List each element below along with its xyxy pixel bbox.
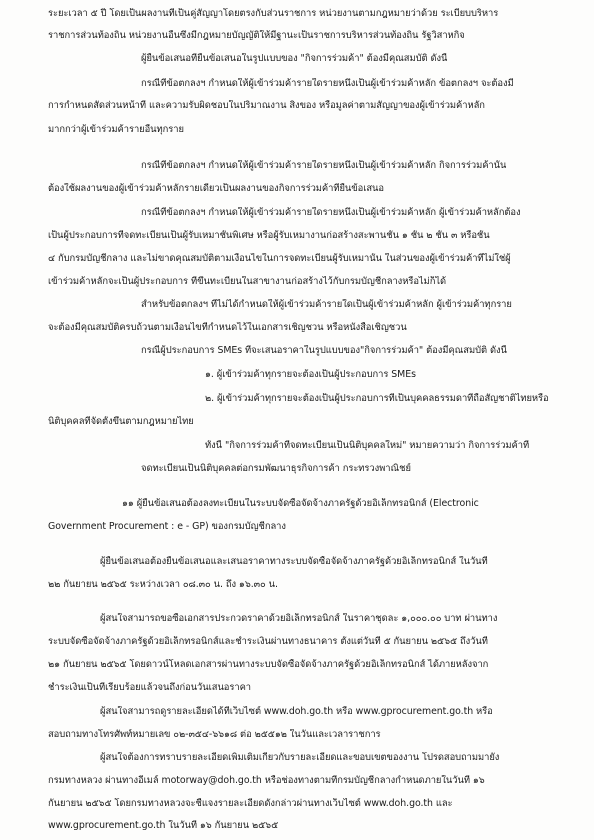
text-line: จะต้องมีคุณสมบัติครบถ้วนตามเงื่อนไขที่กำหนดไว้ในเอกสารเชิญชวน หรือหนังสือเชิญชวน	[48, 322, 407, 333]
text-line: Government Procurement : e - GP) ของกรมบัญชีกลาง	[48, 521, 286, 532]
text-line: มากกว่าผู้เข้าร่วมค้ารายอื่นทุกราย	[48, 124, 184, 135]
text-line: การกำหนดสัดส่วนหน้าที่ และความรับผิดชอบในปริมาณงาน สิ่งของ หรือมูลค่าตามสัญญาของผู้เข้าร่วมค้าหลัก	[48, 100, 485, 111]
text-line: จดทะเบียนเป็นนิติบุคคลต่อกรมพัฒนาธุรกิจการค้า กระทรวงพาณิชย์	[141, 463, 411, 474]
text-line: ๒๒ กันยายน ๒๕๖๕ ระหว่างเวลา ๐๘.๓๐ น. ถึง ๑๖.๓๐ น.	[48, 579, 278, 590]
text-line: ๑. ผู้เข้าร่วมค้าทุกรายจะต้องเป็นผู้ประกอบการ SMEs	[205, 369, 416, 380]
text-line: กรณีที่ข้อตกลงฯ กำหนดให้ผู้เข้าร่วมค้ารายใดรายหนึ่งเป็นผู้เข้าร่วมค้าหลัก ข้อตกลงฯ จะต้องมี	[141, 78, 514, 89]
text-line: ระยะเวลา ๕ ปี โดยเป็นผลงานที่เป็นคู่สัญญาโดยตรงกับส่วนราชการ หน่วยงานตามกฎหมายว่าด้วย ระเบียบบริหาร	[48, 8, 499, 19]
text-line: สอบถามทางโทรศัพท์หมายเลข ๐๒-๓๕๔-๖๖๑๘ ต่อ ๒๕๕๑๒ ในวันและเวลาราชการ	[48, 729, 381, 740]
text-line: ต้องใช้ผลงานของผู้เข้าร่วมค้าหลักรายเดียวเป็นผลงานของกิจการร่วมค้าที่ยื่นข้อเสนอ	[48, 183, 384, 194]
text-line: ทั้งนี้ "กิจการร่วมค้าที่จดทะเบียนเป็นนิติบุคคลใหม่" หมายความว่า กิจการร่วมค้าที่	[205, 440, 530, 451]
text-line: ชำระเงินเป็นที่เรียบร้อยแล้วจนถึงก่อนวันเสนอราคา	[48, 682, 252, 693]
text-line: ผู้สนใจต้องการทราบรายละเอียดเพิ่มเติมเกี่ยวกับรายละเอียดและขอบเขตของงาน โปรดสอบถามมายัง	[100, 752, 500, 763]
text-line: เข้าร่วมค้าหลักจะเป็นผู้ประกอบการ ที่ขึ้นทะเบียนในสาขางานก่อสร้างไว้กับกรมบัญชีกลางหรือไม่ก็ได้	[48, 276, 447, 287]
text-line: กรมทางหลวง ผ่านทางอีเมล์ motorway@doh.go.th หรือช่องทางตามที่กรมบัญชีกลางกำหนดภายในวันที่ ๑๖	[48, 775, 485, 786]
text-line: สำหรับข้อตกลงฯ ที่ไม่ได้กำหนดให้ผู้เข้าร่วมค้ารายใดเป็นผู้เข้าร่วมค้าหลัก ผู้เข้าร่วมค้าทุกราย	[141, 299, 512, 310]
text-line: นิติบุคคลที่จัดตั้งขึ้นตามกฎหมายไทย	[48, 416, 194, 427]
text-line: ๒๑ กันยายน ๒๕๖๕ โดยดาวน์โหลดเอกสารผ่านทางระบบจัดซื้อจัดจ้างภาครัฐด้วยอิเล็กทรอนิกส์ ได้ภายหลังจาก	[48, 659, 489, 670]
text-line: ๑๑ ผู้ยื่นข้อเสนอต้องลงทะเบียนในระบบจัดซื้อจัดจ้างภาครัฐด้วยอิเล็กทรอนิกส์ (Electronic	[122, 498, 479, 509]
text-line: กรณีผู้ประกอบการ SMEs ที่จะเสนอราคาในรูปแบบของ"กิจการร่วมค้า" ต้องมีคุณสมบัติ ดังนี้	[141, 345, 507, 356]
text-line: ๔ กับกรมบัญชีกลาง และไม่ขาดคุณสมบัติตามเงื่อนไขในการจดทะเบียนผู้รับเหมานั้น ในส่วนของผู้เข้าร่วมค้าที่ไม่ใช่ผู้	[48, 253, 511, 264]
text-line: เป็นผู้ประกอบการที่จดทะเบียนเป็นผู้รับเหมาชั้นพิเศษ หรือผู้รับเหมางานก่อสร้างสะพานชั้น ๑ ชั้น ๒ ชั้น ๓ หรือชั้น	[48, 230, 490, 241]
text-line: www.gprocurement.go.th ในวันที่ ๑๖ กันยายน ๒๕๖๕	[48, 820, 279, 831]
text-line: กรณีที่ข้อตกลงฯ กำหนดให้ผู้เข้าร่วมค้ารายใดรายหนึ่งเป็นผู้เข้าร่วมค้าหลัก ผู้เข้าร่วมค้าหลักต้อง	[141, 207, 521, 218]
text-line: ผู้ยื่นข้อเสนอต้องยื่นข้อเสนอและเสนอราคาทางระบบจัดซื้อจัดจ้างภาครัฐด้วยอิเล็กทรอนิกส์ ในวันที่	[100, 556, 488, 567]
text-line: ผู้สนใจสามารถขอซื้อเอกสารประกวดราคาด้วยอิเล็กทรอนิกส์ ในราคาชุดละ ๑,๐๐๐.๐๐ บาท ผ่านทาง	[100, 613, 498, 624]
text-line: ผู้ยื่นข้อเสนอที่ยื่นข้อเสนอในรูปแบบของ "กิจการร่วมค้า" ต้องมีคุณสมบัติ ดังนี้	[141, 53, 448, 64]
text-line: กันยายน ๒๕๖๕ โดยกรมทางหลวงจะชี้แจงรายละเอียดดังกล่าวผ่านทางเว็บไซต์ www.doh.go.th และ	[48, 798, 453, 809]
text-line: ผู้สนใจสามารถดูรายละเอียดได้ที่เว็บไซต์ www.doh.go.th หรือ www.gprocurement.go.th หรือ	[100, 706, 493, 717]
text-line: กรณีที่ข้อตกลงฯ กำหนดให้ผู้เข้าร่วมค้ารายใดรายหนึ่งเป็นผู้เข้าร่วมค้าหลัก กิจการร่วมค้านั้น	[141, 160, 507, 171]
text-line: ราชการส่วนท้องถิ่น หน่วยงานอื่นซึ่งมีกฎหมายบัญญัติให้มีฐานะเป็นราชการบริหารส่วนท้องถิ่น รัฐวิสาหกิจ	[48, 30, 465, 41]
text-line: ๒. ผู้เข้าร่วมค้าทุกรายจะต้องเป็นผู้ประกอบการที่เป็นบุคคลธรรมดาที่ถือสัญชาติไทยหรือ	[205, 393, 549, 404]
text-line: ระบบจัดซื้อจัดจ้างภาครัฐด้วยอิเล็กทรอนิกส์และชำระเงินผ่านทางธนาคาร ตั้งแต่วันที่ ๕ กันยายน ๒๕๖๕ ถึงวันที่	[48, 636, 488, 647]
